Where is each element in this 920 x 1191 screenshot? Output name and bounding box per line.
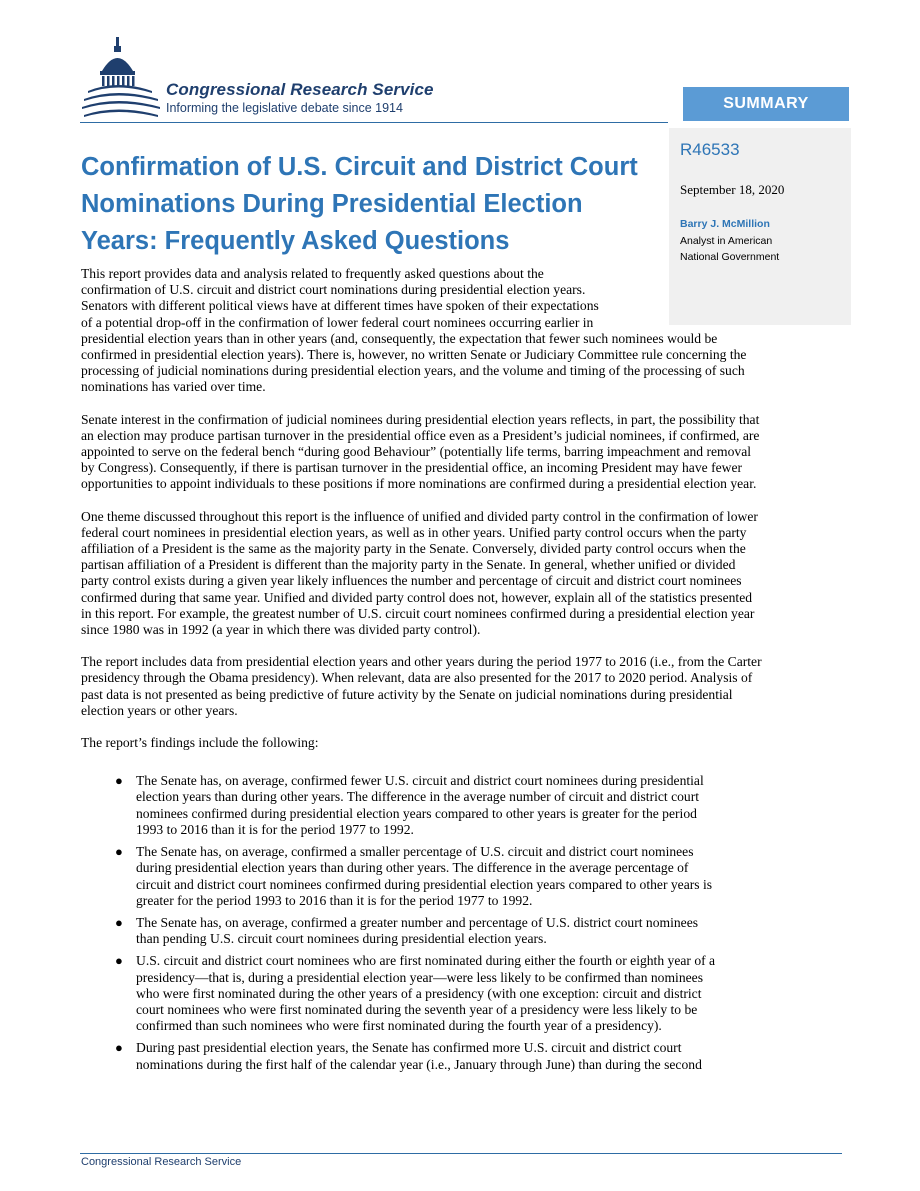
org-name: Congressional Research Service	[166, 80, 434, 99]
list-item	[81, 915, 841, 947]
author-name: Barry J. McMillion	[680, 218, 770, 230]
text-line: confirmed during that same year. Unified and divided party control does not, however, explain all of the statistics presented	[81, 589, 753, 605]
text-line: confirmation of U.S. circuit and district court nominations during presidential election years.	[81, 282, 586, 298]
text-line: The Senate has, on average, confirmed a greater number and percentage of U.S. district court nominees	[136, 914, 699, 930]
bullet-icon: ●	[115, 844, 123, 860]
paragraph	[81, 654, 841, 719]
text-line: During past presidential election years, the Senate has confirmed more U.S. circuit and district court	[136, 1040, 682, 1056]
text-line: of a potential drop-off in the confirmation of lower federal court nominees occurring earlier in	[81, 314, 594, 330]
footer-divider	[80, 1153, 842, 1154]
text-line: during presidential election years than during other years. The difference in the average percentage of	[136, 860, 689, 876]
list-item	[81, 1040, 841, 1072]
report-date: September 18, 2020	[680, 182, 785, 197]
text-line: One theme discussed throughout this report is the influence of unified and divided party control in the confirmation of lower	[81, 508, 758, 524]
title-line: Nominations During Presidential Election	[81, 190, 583, 218]
text-line: election years than during other years. The difference in the average number of circuit and district court	[136, 789, 700, 805]
text-line: nominations has varied over time.	[81, 379, 266, 395]
bullet-icon: ●	[115, 953, 123, 969]
text-line: than pending U.S. circuit court nominees during presidential election years.	[136, 931, 547, 947]
findings-list	[81, 773, 841, 1072]
text-line: circuit and district court nominees confirmed during presidential election years compared to other years is	[136, 876, 713, 892]
text-line: affiliation of a President is the same as the majority party in the Senate. Conversely, divided party control occurs when the	[81, 541, 746, 557]
list-item	[81, 844, 841, 909]
bullet-icon: ●	[115, 773, 123, 789]
text-line: past data is not presented as being predictive of future activity by the Senate on judicial nominations during presidential	[81, 686, 733, 702]
title-line: Years: Frequently Asked Questions	[81, 227, 510, 255]
text-line: presidency—that is, during a presidential election year—were less likely to be confirmed than nominees	[136, 969, 703, 985]
summary-body	[81, 266, 841, 1079]
list-item	[81, 773, 841, 838]
text-line: nominations during the first half of the calendar year (i.e., January through June) than during the second	[136, 1056, 702, 1072]
text-line: confirmed than such nominees who were first nominated during the fourth year of a presidency).	[136, 1018, 662, 1034]
text-line: greater for the period 1993 to 2016 than it is for the period 1977 to 1992.	[136, 892, 533, 908]
text-line: processing of judicial nominations during presidential election years, and the volume and timing of the processing of such	[81, 363, 745, 379]
text-line: Senate interest in the confirmation of judicial nominees during presidential election years reflects, in part, the possibility that	[81, 411, 760, 427]
text-line: in this report. For example, the greatest number of U.S. circuit court nominees confirmed during a presidential election year	[81, 605, 755, 621]
text-line: partisan affiliation of a President is different than the majority party in the Senate. In general, whether unified or divided	[81, 557, 736, 573]
text-line: an election may produce partisan turnover in the presidential office even as a President’s judicial nominees, if confirmed, are	[81, 427, 760, 443]
paragraph	[81, 412, 841, 493]
author-title-line: National Government	[680, 251, 780, 263]
text-line: party control exists during a given year likely influences the number and percentage of circuit and district court nominees	[81, 573, 742, 589]
text-line: court nominees who were first nominated during the seventh year of a presidency were less likely to be	[136, 1001, 698, 1017]
text-line: The report includes data from presidential election years and other years during the period 1977 to 2016 (i.e., from the Carter	[81, 654, 762, 670]
text-line: The report’s findings include the following:	[81, 735, 319, 751]
text-line: confirmed in presidential election years). There is, however, no written Senate or Judiciary Committee rule concerning the	[81, 347, 747, 363]
paragraph	[81, 509, 841, 639]
header-divider	[80, 122, 668, 123]
text-line: who were first nominated during the other years of a presidency (with one exception: circuit and district	[136, 985, 702, 1001]
author-title	[680, 233, 845, 265]
text-line: by Congress). Consequently, if there is partisan turnover in the presidential office, an incoming President may have fewer	[81, 460, 743, 476]
text-line: nominees confirmed during presidential election years compared to other years is greater for the period	[136, 805, 697, 821]
text-line: U.S. circuit and district court nominees who are first nominated during either the fourth or eighth year of a	[136, 953, 716, 969]
bullet-icon: ●	[115, 1040, 123, 1056]
page-title	[81, 149, 661, 260]
text-line: since 1980 was in 1992 (a year in which there was divided party control).	[81, 622, 481, 638]
text-line: presidency through the Obama presidency). When relevant, data are also presented for the 2017 to 2020 period. Analysis of	[81, 670, 753, 686]
text-line: Senators with different political views have at different times have spoken of their expectations	[81, 298, 599, 314]
paragraph	[81, 266, 841, 396]
paragraph	[81, 735, 841, 751]
org-tagline: Informing the legislative debate since 1914	[166, 101, 403, 115]
summary-tab: SUMMARY	[683, 87, 849, 121]
list-item	[81, 953, 841, 1034]
bullet-icon: ●	[115, 914, 123, 930]
text-line: presidential election years than in other years (and, consequently, the expectation that fewer such nominees would be	[81, 330, 718, 346]
title-line: Confirmation of U.S. Circuit and District Court	[81, 153, 638, 181]
text-line: federal court nominees in presidential election years, as well as in other years. Unified party control occurs when the party	[81, 524, 747, 540]
crs-logo	[80, 35, 480, 121]
author-title-line: Analyst in American	[680, 235, 773, 247]
text-line: 1993 to 2016 than it is for the period 1977 to 1992.	[136, 821, 414, 837]
text-line: This report provides data and analysis related to frequently asked questions about the	[81, 266, 544, 281]
capitol-dome-icon	[80, 35, 162, 121]
footer-label: Congressional Research Service	[81, 1156, 242, 1168]
text-line: appointed to serve on the federal bench “during good Behaviour” (potentially life terms, barring impeachment and removal	[81, 444, 752, 460]
text-line: opportunities to appoint individuals to these positions if more nominations are confirmed during a presidential election year.	[81, 476, 757, 492]
text-line: election years or other years.	[81, 702, 238, 718]
text-line: The Senate has, on average, confirmed fewer U.S. circuit and district court nominees during presidential	[136, 773, 704, 789]
text-line: The Senate has, on average, confirmed a smaller percentage of U.S. circuit and district court nominees	[136, 844, 694, 860]
report-number: R46533	[680, 140, 740, 159]
